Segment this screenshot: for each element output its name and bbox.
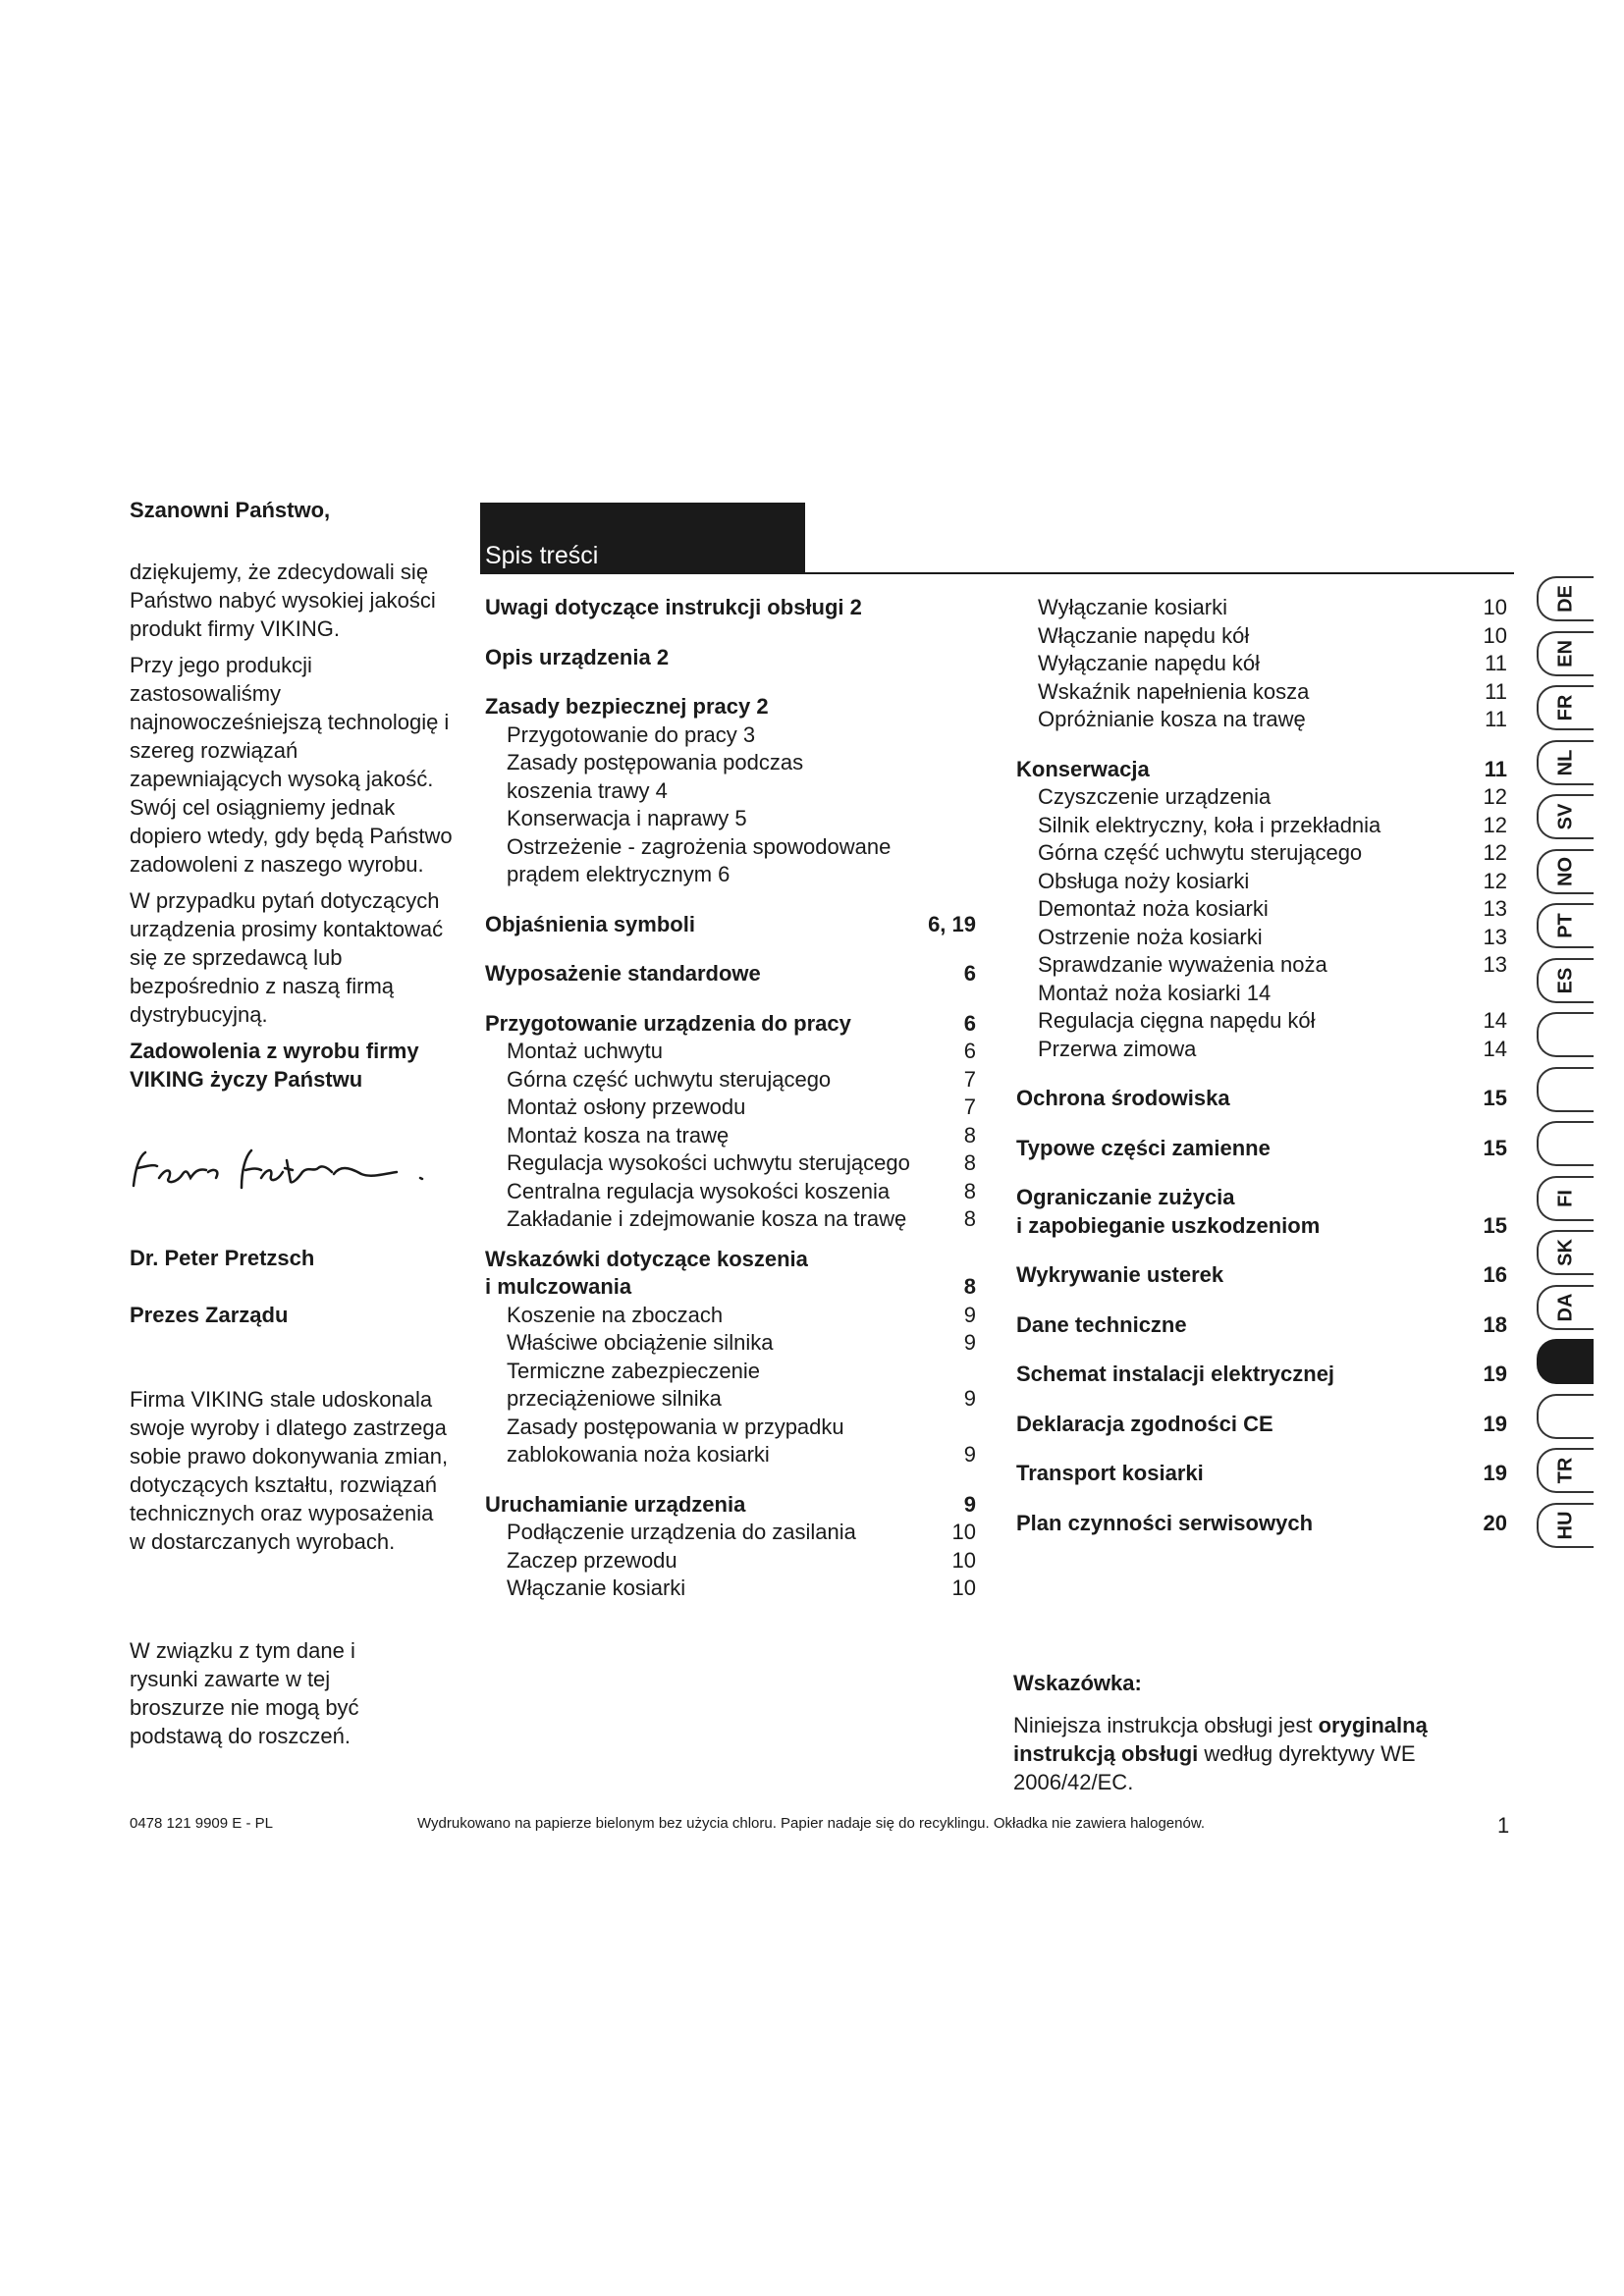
toc-entry (1016, 706, 1507, 734)
toc-label: Montaż uchwytu (507, 1039, 663, 1063)
toc-entry (485, 1149, 976, 1178)
toc-label: Plan czynności serwisowych (1016, 1510, 1314, 1535)
toc-page: 6 (963, 1010, 976, 1036)
toc-label: i zapobieganie uszkodzeniom (1016, 1212, 1321, 1238)
toc-section (1016, 1261, 1507, 1290)
toc-spacer (485, 1469, 976, 1491)
toc-label: Zakładanie i zdejmowanie kosza na trawę (507, 1206, 907, 1231)
intro-paragraph: Przy jego produkcji zastosowaliśmy najnowocześniejszą technologię i szereg rozwiązań zapewniających wysoką jakość. Swój cel osiągniemy jednak dopiero wtedy, gdy będą Państwo zadowoleni z naszego wyrobu. (130, 653, 453, 877)
toc-section (485, 911, 976, 939)
toc-page: 8 (963, 1150, 976, 1175)
toc-section (1016, 1510, 1507, 1538)
toc-entry (485, 861, 976, 889)
toc-title: Spis treści (485, 542, 599, 569)
toc-entry (485, 749, 976, 777)
toc-label: Termiczne zabezpieczenie (507, 1358, 761, 1383)
toc-page: 13 (1483, 896, 1507, 921)
toc-page: 16 (1483, 1262, 1507, 1287)
tab-blank[interactable] (1537, 1012, 1594, 1057)
toc-entry (1016, 812, 1507, 840)
note-box (1013, 1669, 1485, 1796)
toc-page: 11 (1485, 678, 1507, 704)
document-code: 0478 121 9909 E - PL (130, 1815, 273, 1832)
tab-lang-sk[interactable] (1537, 1230, 1594, 1275)
toc-spacer (1016, 1162, 1507, 1184)
tab-label: NL (1554, 749, 1577, 775)
tab-lang-tr[interactable] (1537, 1448, 1594, 1493)
page-number: 1 (1497, 1813, 1510, 1838)
greeting: Szanowni Państwo, (130, 498, 331, 522)
toc-section (1016, 1135, 1507, 1163)
toc-section (485, 644, 976, 672)
toc-label: i mulczowania (485, 1274, 632, 1299)
toc-section (485, 1273, 976, 1302)
toc-column-1 (485, 594, 976, 1603)
toc-page: 11 (1485, 707, 1507, 731)
toc-entry (485, 1066, 976, 1095)
toc-page: 14 (1483, 1008, 1507, 1033)
toc-section (485, 594, 976, 622)
toc-entry (485, 1329, 976, 1358)
tab-lang-fr[interactable] (1537, 685, 1594, 730)
toc-label: Włączanie kosiarki (507, 1575, 686, 1600)
toc-label: Górna część uchwytu sterującego (1038, 840, 1363, 865)
toc-entry (1016, 868, 1507, 896)
tab-label: ES (1554, 967, 1577, 993)
toc-page: 15 (1483, 1086, 1507, 1110)
tab-label: SV (1554, 803, 1577, 830)
tab-blank[interactable] (1537, 1339, 1594, 1384)
toc-page: 10 (951, 1547, 976, 1573)
toc-spacer (485, 671, 976, 693)
toc-label: Ochrona środowiska (1016, 1086, 1230, 1110)
tab-blank[interactable] (1537, 1394, 1594, 1439)
closing-line: Zadowolenia z wyrobu firmy VIKING życzy Państwu (130, 1039, 419, 1092)
toc-page: 12 (1483, 840, 1507, 865)
tab-lang-pt[interactable] (1537, 903, 1594, 948)
toc-page: 8 (963, 1178, 976, 1203)
toc-page: 7 (963, 1066, 976, 1092)
toc-entry (485, 1441, 976, 1469)
toc-label: Wyłączanie napędu kół (1038, 651, 1261, 675)
toc-page: 15 (1483, 1212, 1507, 1238)
toc-label: przeciążeniowe silnika (507, 1386, 722, 1411)
toc-label: Regulacja wysokości uchwytu sterującego (507, 1150, 910, 1175)
toc-entry (485, 1122, 976, 1150)
toc-section (1016, 1184, 1507, 1212)
note-text-bold: oryginalną instrukcją obsługi (1013, 1713, 1428, 1766)
tab-lang-da[interactable] (1537, 1285, 1594, 1330)
signatory-name: Dr. Peter Pretzsch (130, 1246, 315, 1270)
toc-label: Wykrywanie usterek (1016, 1262, 1224, 1287)
toc-entry (485, 833, 976, 862)
toc-page: 11 (1485, 651, 1507, 675)
toc-label: zablokowania noża kosiarki (507, 1442, 770, 1467)
toc-label: Wyposażenie standardowe (485, 961, 761, 986)
toc-label: Zasady postępowania w przypadku (507, 1414, 844, 1439)
toc-entry (485, 1205, 976, 1234)
toc-label: Przygotowanie do pracy 3 (507, 721, 756, 747)
intro-paragraph: W przypadku pytań dotyczących urządzenia prosimy kontaktować się ze sprzedawcą lub bezpośrednio z naszą firmą dystrybucyjną. (130, 888, 444, 1027)
tab-lang-es[interactable] (1537, 958, 1594, 1003)
signature-image (126, 1139, 460, 1209)
toc-label: Wskazówki dotyczące koszenia (485, 1246, 808, 1271)
toc-entry (485, 1302, 976, 1330)
toc-page: 20 (1483, 1510, 1507, 1535)
toc-label: Przygotowanie urządzenia do pracy (485, 1010, 851, 1036)
toc-page: 8 (963, 1206, 976, 1231)
tab-label: TR (1554, 1457, 1577, 1484)
toc-label: Demontaż noża kosiarki (1038, 896, 1269, 921)
toc-label: Sprawdzanie wyważenia noża (1038, 952, 1327, 977)
tab-label: EN (1554, 639, 1577, 667)
toc-page: 15 (1483, 1135, 1507, 1160)
change-notice: Firma VIKING stale udoskonala swoje wyroby i dlatego zastrzega sobie prawo dokonywania zmian, dotyczących kształtu, rozwiązań technicznych oraz wyposażenia w dostarczanych wyrobach. (130, 1387, 449, 1554)
toc-page: 6 (963, 961, 976, 986)
toc-page: 14 (1483, 1036, 1507, 1061)
toc-entry (485, 1414, 976, 1442)
claims-notice: W związku z tym dane i rysunki zawarte w tej broszurze nie mogą być podstawą do roszczeń. (130, 1638, 359, 1748)
toc-page: 10 (951, 1520, 976, 1544)
toc-entry (485, 1547, 976, 1575)
tab-lang-nl[interactable] (1537, 740, 1594, 785)
toc-page: 8 (963, 1274, 976, 1299)
toc-page: 12 (1483, 868, 1507, 893)
toc-section (1016, 1460, 1507, 1488)
tab-lang-no[interactable] (1537, 849, 1594, 894)
tab-label: DA (1554, 1293, 1577, 1321)
tab-label: NO (1554, 856, 1577, 886)
tab-label: FI (1554, 1189, 1577, 1207)
toc-entry (485, 1519, 976, 1547)
toc-page: 9 (963, 1491, 976, 1517)
toc-page: 13 (1483, 924, 1507, 949)
toc-entry (1016, 924, 1507, 952)
toc-page: 10 (1483, 622, 1507, 648)
toc-page: 6, 19 (928, 911, 976, 936)
note-text-part: Niniejsza instrukcja obsługi jest (1013, 1713, 1319, 1737)
toc-page: 9 (963, 1330, 976, 1355)
toc-section (485, 693, 976, 721)
toc-page: 7 (963, 1095, 976, 1119)
toc-page: 11 (1484, 756, 1507, 781)
toc-entry (1016, 594, 1507, 622)
toc-label: Obsługa noży kosiarki (1038, 868, 1250, 893)
tab-label: PT (1554, 913, 1577, 938)
toc-label: Schemat instalacji elektrycznej (1016, 1362, 1335, 1386)
toc-spacer (1016, 1240, 1507, 1261)
toc-section (1016, 1411, 1507, 1439)
toc-label: Opróżnianie kosza na trawę (1038, 707, 1306, 731)
toc-label: Przerwa zimowa (1038, 1036, 1197, 1061)
intro-paragraph: dziękujemy, że zdecydowali się Państwo nabyć wysokiej jakości produkt firmy VIKING. (130, 560, 436, 641)
toc-page: 19 (1483, 1362, 1507, 1386)
toc-label: Koszenie na zboczach (507, 1302, 724, 1327)
toc-entry (485, 1038, 976, 1066)
toc-label: Centralna regulacja wysokości koszenia (507, 1178, 891, 1203)
toc-label: Uwagi dotyczące instrukcji obsługi 2 (485, 595, 862, 619)
tab-lang-sv[interactable] (1537, 794, 1594, 839)
toc-entry (485, 1178, 976, 1206)
toc-spacer (485, 622, 976, 644)
toc-label: Ostrzeżenie - zagrożenia spowodowane (507, 833, 892, 859)
toc-entry (485, 777, 976, 806)
toc-entry (1016, 980, 1507, 1008)
toc-spacer (1016, 734, 1507, 756)
toc-label: Zasady postępowania podczas (507, 750, 804, 774)
toc-entry (1016, 1036, 1507, 1064)
toc-label: Wskaźnik napełnienia kosza (1038, 678, 1310, 704)
tab-label: SK (1554, 1239, 1577, 1266)
toc-label: koszenia trawy 4 (507, 777, 668, 803)
toc-spacer (485, 889, 976, 911)
toc-entry (1016, 1007, 1507, 1036)
toc-section (485, 960, 976, 988)
toc-section (1016, 1361, 1507, 1389)
toc-label: Transport kosiarki (1016, 1461, 1204, 1485)
tab-lang-fi[interactable] (1537, 1176, 1594, 1221)
toc-label: Ograniczanie zużycia (1016, 1185, 1235, 1209)
toc-label: Zasady bezpiecznej pracy 2 (485, 694, 769, 719)
toc-entry (1016, 895, 1507, 924)
toc-label: Montaż noża kosiarki 14 (1038, 980, 1272, 1005)
note-text (1013, 1711, 1485, 1796)
toc-label: Właściwe obciążenie silnika (507, 1330, 774, 1355)
toc-section (485, 1010, 976, 1039)
toc-label: Objaśnienia symboli (485, 911, 695, 936)
toc-label: Opis urządzenia 2 (485, 644, 670, 669)
toc-entry (1016, 951, 1507, 980)
toc-entry (485, 1385, 976, 1414)
toc-label: Czyszczenie urządzenia (1038, 784, 1272, 809)
toc-page: 6 (963, 1039, 976, 1063)
toc-section (485, 1246, 976, 1274)
toc-label: Regulacja cięgna napędu kół (1038, 1008, 1316, 1033)
toc-title-bar (480, 503, 805, 573)
toc-page: 10 (951, 1575, 976, 1600)
tab-lang-hu[interactable] (1537, 1503, 1594, 1548)
toc-page: 13 (1483, 952, 1507, 977)
toc-entry (1016, 678, 1507, 707)
toc-label: Konserwacja i naprawy 5 (507, 806, 747, 830)
toc-entry (485, 1358, 976, 1386)
toc-spacer (1016, 1290, 1507, 1311)
toc-label: Silnik elektryczny, koła i przekładnia (1038, 812, 1381, 837)
toc-label: Wyłączanie kosiarki (1038, 595, 1227, 619)
toc-spacer (1016, 1339, 1507, 1361)
toc-page: 19 (1483, 1411, 1507, 1436)
toc-spacer (1016, 1063, 1507, 1085)
toc-spacer (485, 938, 976, 960)
toc-entry (485, 805, 976, 833)
toc-spacer (1016, 1113, 1507, 1135)
toc-section (1016, 756, 1507, 784)
toc-entry (1016, 650, 1507, 678)
toc-page: 8 (963, 1122, 976, 1148)
toc-label: Deklaracja zgodności CE (1016, 1411, 1273, 1436)
toc-page: 18 (1483, 1311, 1507, 1337)
toc-entry (1016, 839, 1507, 868)
toc-column-2 (1016, 594, 1507, 1537)
toc-label: Montaż osłony przewodu (507, 1095, 746, 1119)
tab-label: FR (1554, 694, 1577, 721)
toc-entry (485, 1575, 976, 1603)
toc-label: Konserwacja (1016, 756, 1150, 781)
toc-page: 19 (1483, 1461, 1507, 1485)
toc-label: Ostrzenie noża kosiarki (1038, 924, 1263, 949)
toc-rule (480, 572, 1514, 574)
toc-label: Montaż kosza na trawę (507, 1122, 730, 1148)
toc-label: Typowe części zamienne (1016, 1135, 1271, 1160)
intro-column (130, 496, 454, 1101)
toc-page: 12 (1483, 812, 1507, 837)
note-title: Wskazówka: (1013, 1671, 1142, 1695)
toc-page: 9 (963, 1442, 976, 1467)
toc-label: prądem elektrycznym 6 (507, 862, 731, 886)
tab-lang-en[interactable] (1537, 631, 1594, 676)
toc-label: Zaczep przewodu (507, 1547, 677, 1573)
toc-page: 12 (1483, 784, 1507, 809)
tab-blank[interactable] (1537, 1067, 1594, 1112)
toc-label: Górna część uchwytu sterującego (507, 1066, 832, 1092)
toc-spacer (1016, 1389, 1507, 1411)
toc-entry (1016, 622, 1507, 651)
toc-spacer (1016, 1438, 1507, 1460)
toc-section (485, 1491, 976, 1520)
toc-page: 9 (963, 1386, 976, 1411)
toc-section (1016, 1085, 1507, 1113)
tab-blank[interactable] (1537, 1121, 1594, 1166)
toc-label: Włączanie napędu kół (1038, 622, 1250, 648)
tab-label: HU (1554, 1511, 1577, 1539)
toc-spacer (1016, 1488, 1507, 1510)
toc-section (1016, 1311, 1507, 1340)
toc-label: Podłączenie urządzenia do zasilania (507, 1520, 856, 1544)
toc-entry (485, 721, 976, 750)
toc-label: Uruchamianie urządzenia (485, 1491, 746, 1517)
toc-entry (485, 1094, 976, 1122)
signatory-title: Prezes Zarządu (130, 1303, 289, 1327)
note-text-part: według dyrektywy WE 2006/42/EC. (1013, 1741, 1416, 1794)
toc-label: Dane techniczne (1016, 1311, 1187, 1337)
toc-spacer (485, 988, 976, 1010)
toc-page: 9 (963, 1302, 976, 1327)
toc-entry (1016, 783, 1507, 812)
toc-spacer (485, 1234, 976, 1246)
tab-label: DE (1554, 585, 1577, 613)
toc-page: 10 (1483, 595, 1507, 619)
tab-lang-de[interactable] (1537, 576, 1594, 621)
print-note: Wydrukowano na papierze bielonym bez użycia chloru. Papier nadaje się do recyklingu. Okładka nie zawiera halogenów. (417, 1815, 1205, 1832)
toc-section (1016, 1212, 1507, 1241)
